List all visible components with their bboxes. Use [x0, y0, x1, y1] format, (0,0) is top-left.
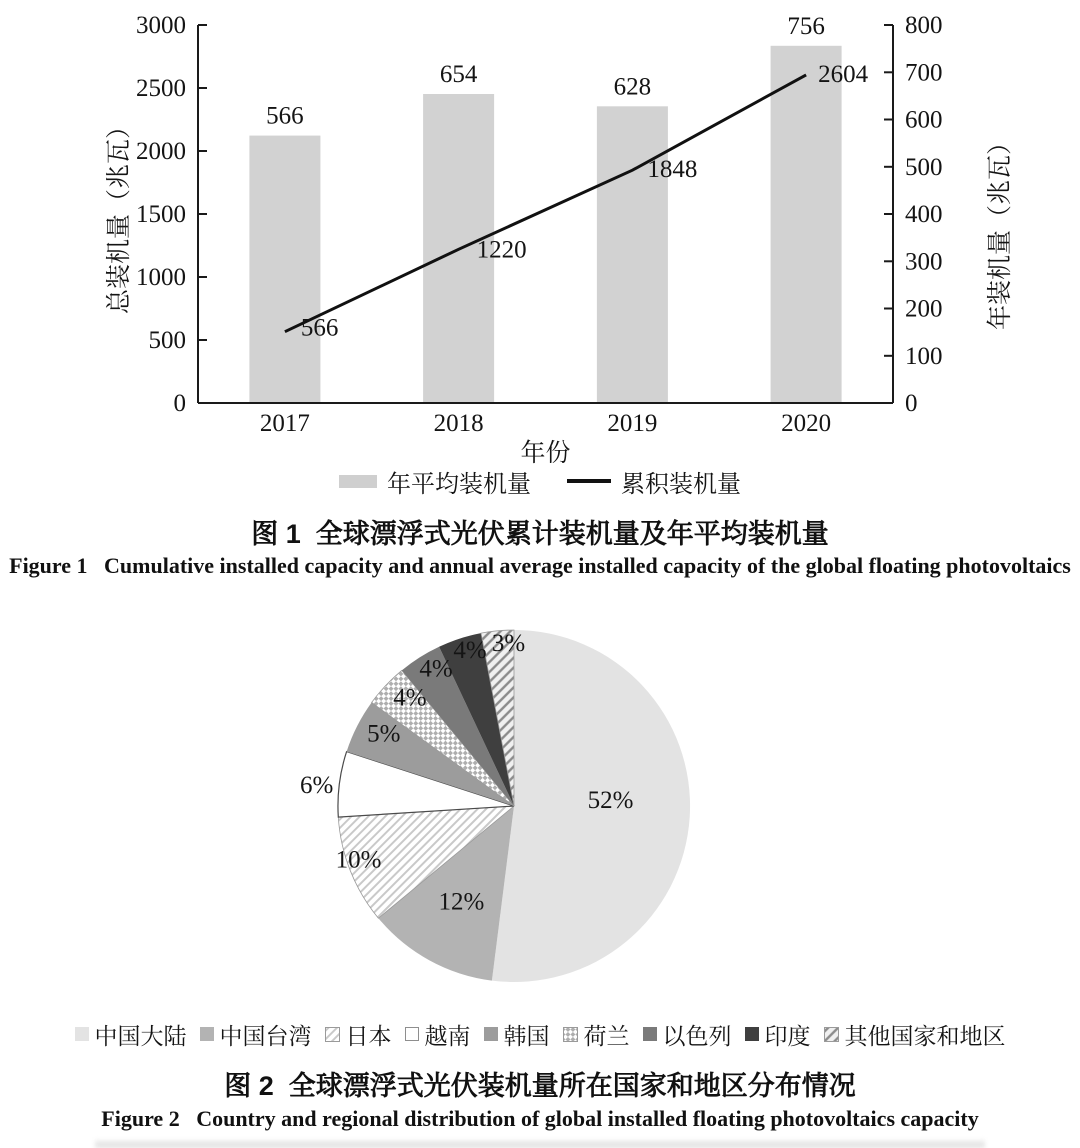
bar-2017 — [249, 136, 320, 403]
figure2-caption-english: Figure 2 Country and regional distribution of global installed floating photovoltaics capacity — [101, 1106, 979, 1131]
pie-legend-item — [484, 1018, 550, 1051]
line-legend-swatch — [567, 479, 611, 483]
pie-legend-swatch — [325, 1027, 340, 1042]
pie-legend-swatch — [405, 1027, 419, 1041]
right-tick-label: 300 — [905, 248, 943, 276]
line-value-label: 566 — [300, 314, 339, 342]
x-tick-label: 2020 — [781, 410, 832, 437]
figure1-caption-english: Figure 1 Cumulative installed capacity and annual average installed capacity of the global floating photovoltaics — [9, 553, 1071, 578]
figure2-caption-chinese: 图 2 全球漂浮式光伏装机量所在国家和地区分布情况 — [224, 1071, 856, 1101]
pie-legend-swatch — [643, 1027, 657, 1041]
line-value-label: 1848 — [647, 156, 698, 184]
pie-legend-label: 荷兰 — [583, 1023, 630, 1049]
cropped-next-line-artifact — [95, 1140, 985, 1148]
pie-legend-swatch — [824, 1027, 839, 1042]
pie-slice-pct-label: 4% — [393, 684, 427, 712]
pie-legend-item — [200, 1018, 312, 1051]
bar-legend-label: 年平均装机量 — [387, 471, 531, 498]
pie-legend-item — [325, 1018, 392, 1051]
pie-slice-pct-label: 6% — [300, 772, 334, 800]
left-tick-label: 2000 — [136, 138, 186, 165]
left-tick-label: 1500 — [136, 201, 186, 228]
pie-chart — [0, 612, 1080, 994]
pie-slice-pct-label: 10% — [335, 846, 382, 874]
pie-legend-label: 中国台湾 — [219, 1023, 312, 1049]
bar-value-label: 756 — [787, 12, 825, 40]
pie-legend-item — [745, 1018, 811, 1051]
right-tick-label: 600 — [905, 106, 943, 134]
pie-legend-label: 日本 — [345, 1023, 392, 1049]
figure2-chart-area — [0, 612, 1080, 994]
pie-slice-pct-label: 4% — [419, 655, 453, 683]
pie-slice-pct-label: 4% — [453, 637, 487, 664]
pie-legend-swatch — [484, 1027, 498, 1041]
x-tick-label: 2019 — [607, 410, 658, 437]
pie-legend-label: 中国大陆 — [94, 1023, 187, 1049]
pie-slice-pct-label: 5% — [367, 720, 401, 748]
figure2-legend — [0, 1016, 1080, 1052]
figure1-legend — [0, 466, 1080, 496]
left-tick-label: 0 — [173, 390, 186, 417]
pie-legend-item — [75, 1018, 187, 1051]
x-tick-label: 2018 — [433, 410, 484, 437]
pie-legend-swatch — [200, 1027, 214, 1041]
bar-value-label: 654 — [439, 61, 478, 88]
right-tick-label: 400 — [905, 201, 943, 228]
figure1-chart-area — [0, 0, 1080, 470]
pie-legend-item — [643, 1018, 732, 1051]
right-tick-label: 0 — [905, 390, 918, 417]
pie-legend-item — [824, 1018, 1006, 1051]
pie-slice-pct-label: 12% — [438, 888, 485, 916]
x-axis-title: 年份 — [520, 440, 571, 467]
left-tick-label: 3000 — [136, 12, 186, 39]
cumulative-line — [285, 75, 806, 332]
pie-legend-swatch — [563, 1027, 578, 1042]
right-tick-label: 800 — [905, 12, 943, 39]
pie-legend-item — [563, 1018, 630, 1051]
line-value-label: 2604 — [818, 60, 869, 88]
left-tick-label: 500 — [148, 327, 186, 354]
pie-legend-label: 其他国家和地区 — [844, 1023, 1006, 1049]
bar-legend-swatch — [339, 475, 377, 488]
x-tick-label: 2017 — [259, 410, 310, 437]
bar-value-label: 566 — [266, 102, 304, 130]
right-tick-label: 700 — [905, 59, 943, 87]
pie-legend-label: 以色列 — [662, 1023, 732, 1049]
left-tick-label: 1000 — [136, 264, 186, 291]
pie-legend-item — [405, 1018, 471, 1051]
bar-line-chart — [0, 0, 1080, 470]
pie-legend-label: 印度 — [764, 1023, 811, 1049]
bar-2019 — [597, 106, 668, 403]
right-tick-label: 200 — [905, 295, 943, 323]
pie-legend-swatch — [75, 1027, 89, 1041]
pie-legend-label: 韩国 — [503, 1023, 550, 1049]
right-tick-label: 100 — [905, 342, 943, 370]
right-axis-title: 年装机量（兆瓦） — [987, 129, 1014, 331]
left-tick-label: 2500 — [136, 75, 186, 102]
bar-2020 — [771, 46, 842, 403]
pie-legend-swatch — [745, 1027, 759, 1041]
pie-slice-pct-label: 3% — [491, 630, 526, 657]
bar-value-label: 628 — [613, 73, 652, 101]
line-legend-label: 累积装机量 — [621, 471, 741, 498]
pie-slice-pct-label: 52% — [587, 787, 634, 815]
right-tick-label: 500 — [905, 153, 943, 181]
pie-legend-label: 越南 — [424, 1023, 471, 1049]
figure1-caption-chinese: 图 1 全球漂浮式光伏累计装机量及年平均装机量 — [251, 519, 829, 549]
left-axis-title: 总装机量（兆瓦） — [106, 113, 133, 315]
line-value-label: 1220 — [476, 236, 527, 264]
